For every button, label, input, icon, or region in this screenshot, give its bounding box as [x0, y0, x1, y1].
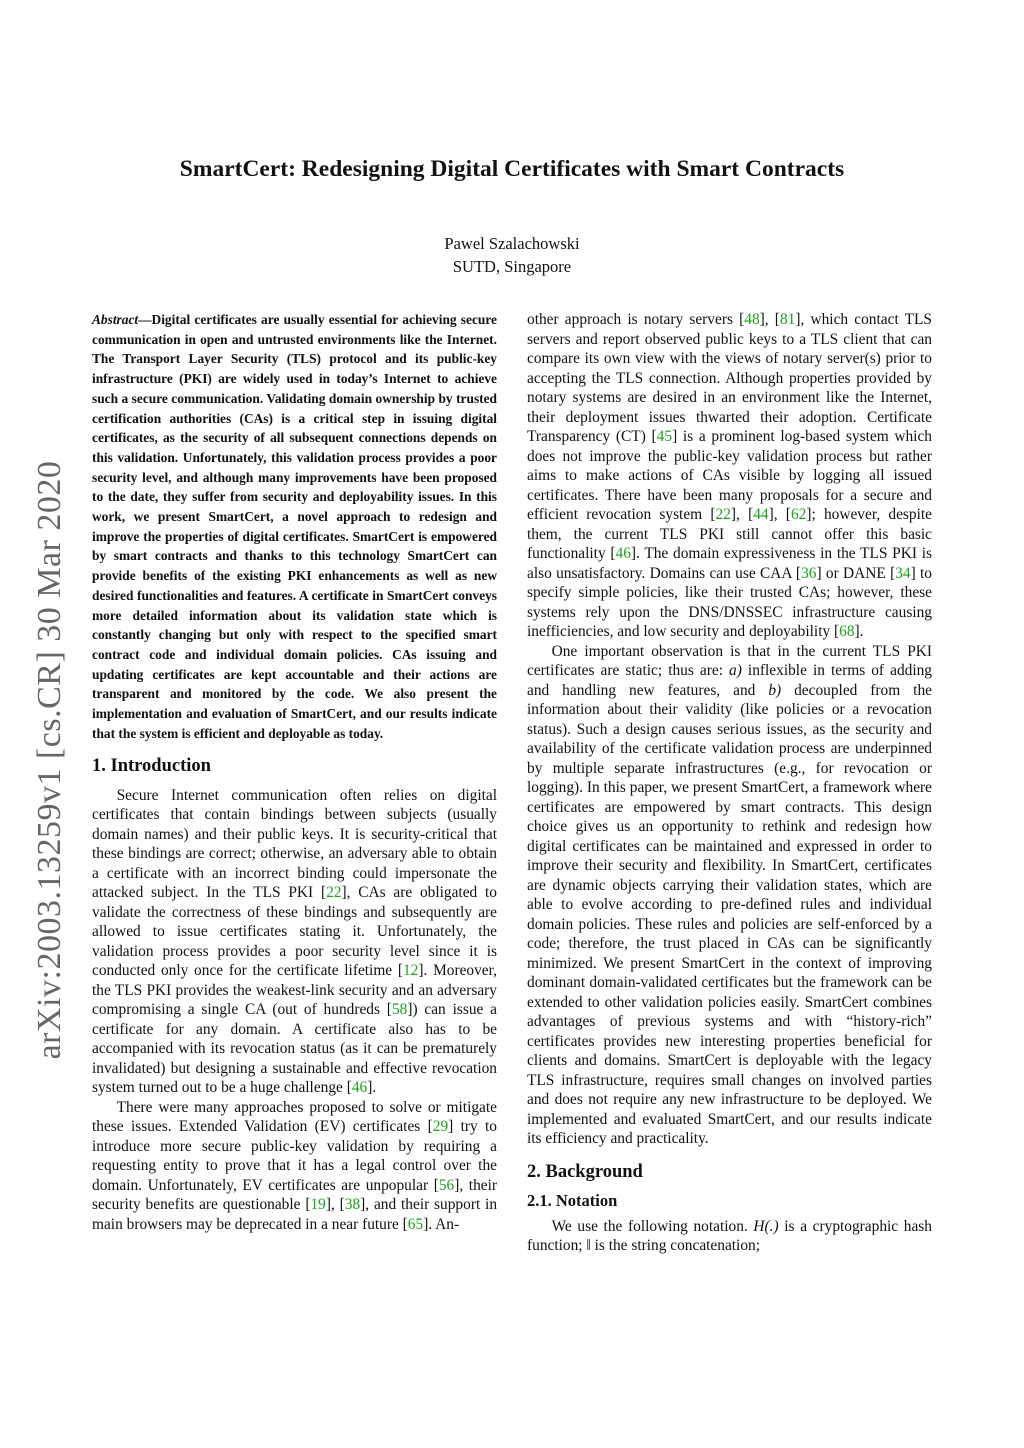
citation-link[interactable]: 12: [402, 962, 419, 980]
citation-link[interactable]: 36: [801, 564, 817, 582]
intro-paragraph-2: There were many approaches proposed to solve or mitigate these issues. Extended Validation (EV) certificates [29] try to introduce more secure public-key validation by requiring a requesting entity to prove that it has a legal control over the domain. Unfortunately, EV certificates are unpopular [56], their security benefits are questionable [19], [38], and their support in main browsers may be deprecated in a near future [65]. An-: [92, 1098, 498, 1233]
arxiv-identifier: arXiv:2003.13259v1 [cs.CR] 30 Mar 2020: [31, 460, 68, 1060]
right-column: [527, 310, 932, 1256]
section-heading-background: 2. Background: [527, 1161, 643, 1182]
citation-link[interactable]: 22: [326, 884, 342, 902]
intro-paragraph-2-continued: other approach is notary servers [48], [81], which contact TLS servers and report observed public keys to a TLS client that can compare its own view with the views of notary server(s) prior to accepting the TLS connection. Although properties provided by notary systems are desired in an environment like the Internet, their deployment issues thwarted their adoption. Certificate Transparency (CT) [45] is a prominent log-based system which does not improve the public-key validation process but rather aims to make actions of CAs visible by logging all issued certificates. There have been many proposals for a secure and efficient revocation system [22], [44], [62]; however, despite them, the current TLS PKI still cannot offer this basic functionality [46]. The domain expressiveness in the TLS PKI is also unsatisfactory. Domains can use CAA [36] or DANE [34] to specify simple policies, like their trusted CAs; however, these systems rely upon the DNS/DNSSEC infrastructure causing inefficiencies, and low security and deployability [68].: [527, 311, 933, 640]
concatenation-symbol: ‖: [586, 1237, 591, 1254]
notation-paragraph: We use the following notation. H(.) is a cryptographic hash function; ‖ is the string concatenation;: [527, 1217, 932, 1254]
hash-function-symbol: H(.): [753, 1217, 779, 1235]
abstract-text: —Digital certificates are usually essential for achieving secure communication in open and untrusted environments like the Internet. The Transport Layer Security (TLS) protocol and its public-key infrastructure (PKI) are widely used in today’s Internet to achieve such a secure communication. Validating domain ownership by trusted certification authorities (CAs) is a critical step in issuing digital certificates, as the security of all subsequent connections depends on this validation. Unfortunately, this validation process provides a poor security level, and although many improvements have been proposed to the date, they suffer from security and deployability issues. In this work, we present SmartCert, a novel approach to redesign and improve the properties of digital certificates. SmartCert is empowered by smart contracts and thanks to this technology SmartCert can provide benefits of the existing PKI enhancements as well as new desired functionalities and features. A certificate in SmartCert conveys more detailed information about its validation state which is constantly changing but only with respect to the specified smart contract code and individual domain policies. CAs issuing and updating certificates are kept accountable and their actions are transparent and monitored by the code. We also present the implementation and evaluation of SmartCert, and our results indicate that the system is efficient and deployable as today.: [92, 312, 497, 741]
abstract-label: Abstract: [92, 312, 139, 327]
section-heading-introduction: 1. Introduction: [92, 756, 211, 777]
citation-link[interactable]: 46: [615, 545, 631, 562]
citation-link[interactable]: 68: [839, 623, 855, 640]
citation-link[interactable]: 48: [744, 311, 760, 328]
citation-link[interactable]: 44: [753, 506, 769, 523]
citation-link[interactable]: 62: [790, 506, 807, 523]
subsection-heading-notation: 2.1. Notation: [527, 1191, 618, 1210]
citation-link[interactable]: 22: [715, 506, 731, 523]
citation-link[interactable]: 45: [656, 428, 673, 445]
paper-title: SmartCert: Redesigning Digital Certificates with Smart Contracts: [179, 156, 845, 182]
citation-link[interactable]: 19: [310, 1196, 326, 1214]
citation-link[interactable]: 34: [895, 564, 911, 582]
citation-link[interactable]: 58: [391, 1001, 408, 1019]
citation-link[interactable]: 56: [438, 1176, 455, 1194]
abstract: [92, 310, 497, 743]
author-name: Pawel Szalachowski: [444, 234, 580, 253]
citation-link[interactable]: 65: [407, 1215, 424, 1233]
citation-link[interactable]: 46: [351, 1079, 368, 1097]
citation-link[interactable]: 81: [779, 311, 796, 328]
citation-link[interactable]: 29: [432, 1118, 449, 1136]
author-affiliation: SUTD, Singapore: [452, 257, 572, 276]
intro-paragraph-1: Secure Internet communication often relies on digital certificates that contain bindings between subjects (usually domain names) and their public keys. It is security-critical that these bindings are correct; otherwise, an adversary able to obtain a certificate with an incorrect binding could impersonate the attacked subject. In the TLS PKI [22], CAs are obligated to validate the correctness of these bindings and subsequently are allowed to issue certificates stating it. Unfortunately, the validation process provides a poor security level since it is conducted only once for the certificate lifetime [12]. Moreover, the TLS PKI provides the weakest-link security and an adversary compromising a single CA (out of hundreds [58]) can issue a certificate for any domain. A certificate also has to be accompanied with its revocation status (as it can be prematurely invalidated) but designing a sustainable and effective revocation system turned out to be a huge challenge [46].: [92, 786, 498, 1097]
intro-paragraph-3: One important observation is that in the current TLS PKI certificates are static; thus are: a) inflexible in terms of adding and handling new features, and b) decoupled from the information about their validity (like policies or a revocation status). Such a design causes serious issues, as the security and availability of the certificate validation process are underpinned by multiple separate infrastructures (e.g., for revocation or logging). In this paper, we present SmartCert, a framework where certificates are empowered by smart contracts. This design choice gives us an opportunity to rethink and redesign how digital certificates can be maintained and expressed in order to improve their security and flexibility. In SmartCert, certificates are dynamic objects carrying their validation states, which are able to evolve according to pre-defined rules and individual domain policies. These rules and policies are self-enforced by a code; therefore, the trust placed in CAs can be significantly minimized. We present SmartCert in the context of improving dominant domain-validated certificates but the framework can be extended to other validation policies easily. SmartCert combines advantages of previous systems and with “history-rich” certificates provides new interesting properties beneficial for clients and domains. SmartCert is deployable with the legacy TLS infrastructure, requires small changes on involved parties and does not require any new infrastructure to be deployed. We implemented and evaluated SmartCert, and our results indicate its efficiency and practicality.: [527, 642, 932, 1147]
author-block: [0, 232, 1024, 278]
citation-link[interactable]: 38: [344, 1196, 361, 1214]
left-column: [92, 310, 497, 1234]
